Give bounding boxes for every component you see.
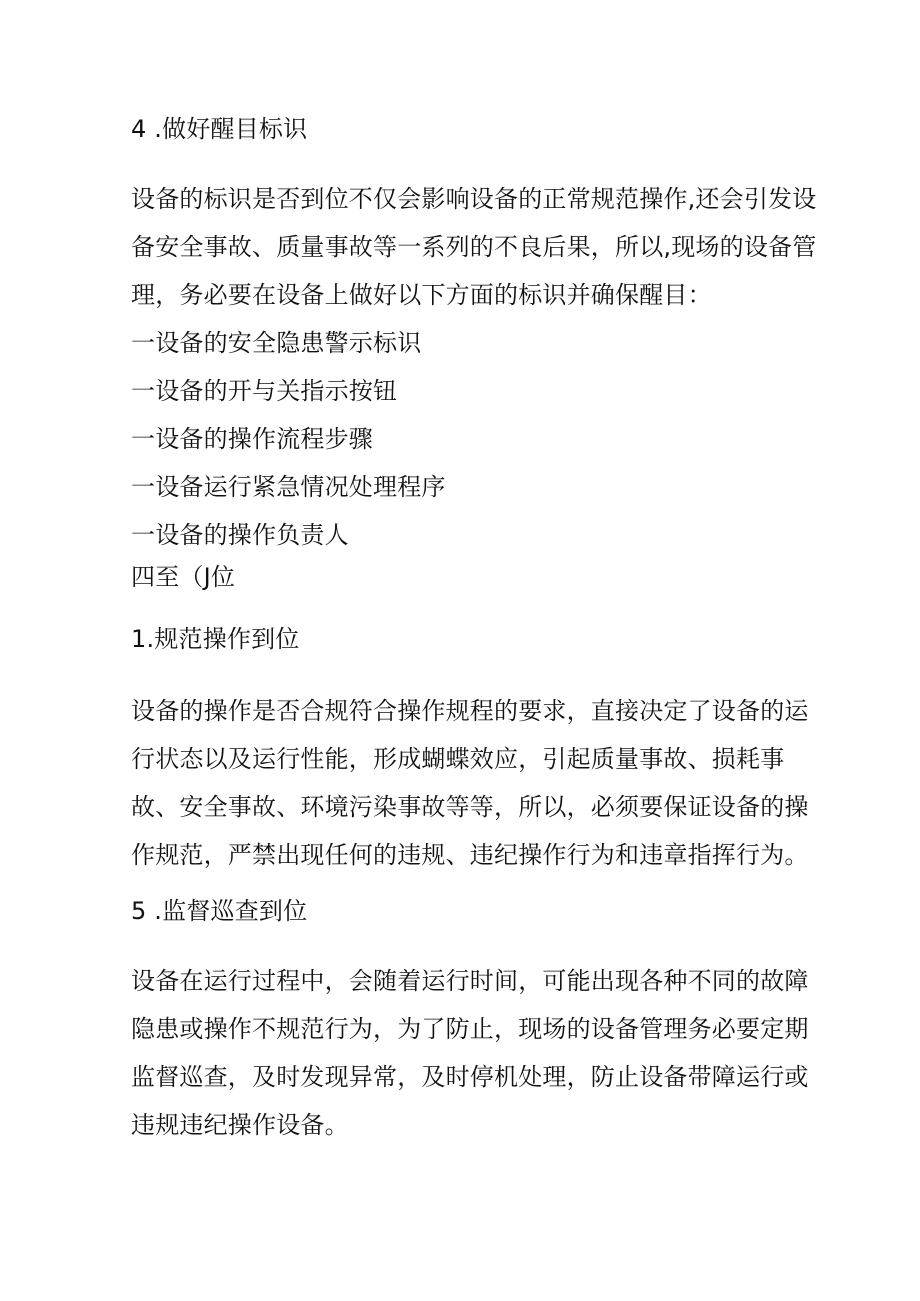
list-item: 一设备的安全隐患警示标识	[131, 329, 422, 357]
subsection-5-paragraph-line-3: 监督巡查，及时发现异常，及时停机处理，防止设备带障运行或	[131, 1063, 809, 1091]
section-4-paragraph-line-2: 备安全事故、质量事故等一系列的不良后果，所以,现场的设备管	[131, 233, 817, 261]
subsection-5-heading: 5 .监督巡查到位	[131, 897, 308, 925]
section-4-paragraph-line-1: 设备的标识是否到位不仅会影响设备的正常规范操作,还会引发设	[131, 185, 817, 213]
subsection-5-paragraph-line-4: 违规违纪操作设备。	[131, 1111, 349, 1139]
list-item: 一设备的操作流程步骤	[131, 425, 373, 453]
subsection-1-paragraph-line-2: 行状态以及运行性能，形成蝴蝶效应，引起质量事故、损耗事	[131, 745, 785, 773]
subsection-1-paragraph-line-1: 设备的操作是否合规符合操作规程的要求，直接决定了设备的运	[131, 697, 809, 725]
section-4-paragraph-line-3: 理，务必要在设备上做好以下方面的标识并确保醒目：	[131, 281, 712, 309]
list-item: 一设备的操作负责人	[131, 521, 349, 549]
list-item: 一设备运行紧急情况处理程序	[131, 473, 446, 501]
section-4-heading: 4 .做好醒目标识	[131, 115, 308, 143]
part-title: 四至（J位	[131, 563, 236, 591]
list-item: 一设备的开与关指示按钮	[131, 377, 398, 405]
subsection-5-paragraph-line-1: 设备在运行过程中，会随着运行时间，可能出现各种不同的故障	[131, 967, 809, 995]
subsection-1-paragraph-line-4: 作规范，严禁出现任何的违规、违纪操作行为和违章指挥行为。	[131, 841, 809, 869]
subsection-5-paragraph-line-2: 隐患或操作不规范行为，为了防止，现场的设备管理务必要定期	[131, 1015, 809, 1043]
subsection-1-heading: 1.规范操作到位	[131, 625, 300, 653]
subsection-1-paragraph-line-3: 故、安全事故、环境污染事故等等，所以，必须要保证设备的操	[131, 793, 809, 821]
